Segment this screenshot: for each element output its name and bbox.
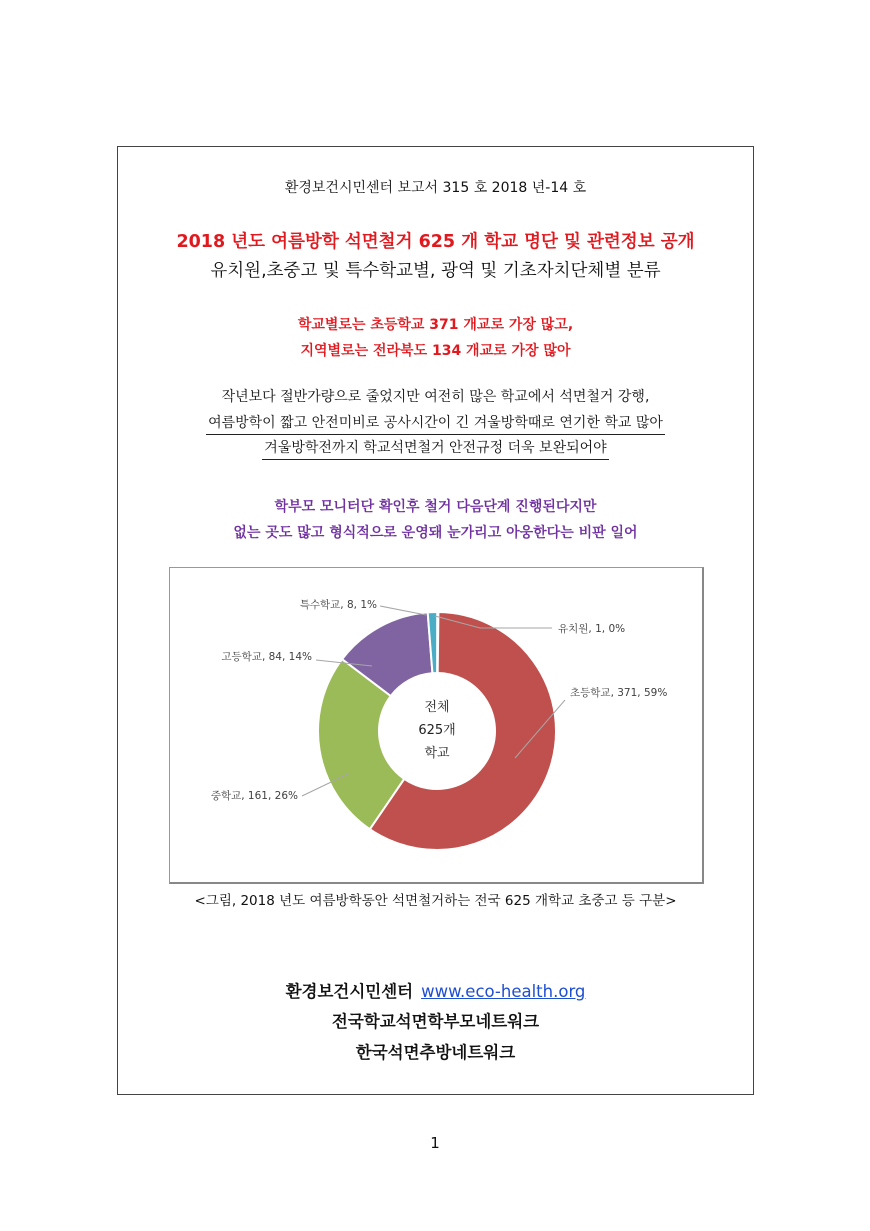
center-label-0: 전체	[424, 700, 450, 715]
body-line-3: 겨울방학전까지 학교석면철거 안전규정 더욱 보완되어야	[262, 437, 608, 460]
leader-line-4	[380, 606, 426, 615]
body-line-2: 여름방학이 짧고 안전미비로 공사시간이 긴 겨울방학때로 연기한 학교 많아	[206, 412, 665, 435]
highlight-red-line-1: 학교별로는 초등학교 371 개교로 가장 많고,	[297, 317, 574, 333]
subtitle: 유치원,초중고 및 특수학교별, 광역 및 기초자치단체별 분류	[210, 261, 661, 281]
highlight-purple-line-2: 없는 곳도 많고 형식적으로 운영돼 눈가리고 아웅한다는 비판 일어	[233, 525, 638, 541]
body-line-2-wrap	[117, 412, 754, 435]
org-name-1: 환경보건시민센터	[285, 982, 414, 1001]
slice-label-2: 중학교, 161, 26%	[210, 790, 298, 802]
report-number: 환경보건시민센터 보고서 315 호 2018 년-14 호	[284, 180, 587, 196]
donut-chart	[169, 567, 704, 884]
donut-chart-svg	[170, 568, 705, 885]
slice-label-0: 유치원, 1, 0%	[558, 623, 626, 635]
website-link[interactable]: www.eco-health.org	[421, 982, 586, 1001]
org-name-2: 전국학교석면학부모네트워크	[331, 1012, 540, 1031]
org-name-3: 한국석면추방네트워크	[355, 1043, 516, 1062]
slice-label-3: 고등학교, 84, 14%	[221, 651, 312, 663]
org-line-1	[117, 978, 754, 1002]
highlight-red-line-2: 지역별로는 전라북도 134 개교로 가장 많아	[300, 343, 571, 359]
slice-label-4: 특수학교, 8, 1%	[299, 599, 377, 611]
page-number: 1	[430, 1134, 440, 1152]
figure-caption: <그림, 2018 년도 여름방학동안 석면철거하는 전국 625 개학교 초중고 등 구분>	[194, 893, 677, 909]
center-label-2: 학교	[424, 746, 450, 761]
body-line-1: 작년보다 절반가량으로 줄었지만 여전히 많은 학교에서 석면철거 강행,	[221, 389, 650, 405]
highlight-purple-line-1: 학부모 모니터단 확인후 철거 다음단계 진행된다지만	[274, 499, 597, 515]
main-title: 2018 년도 여름방학 석면철거 625 개 학교 명단 및 관련정보 공개	[176, 232, 695, 252]
body-line-3-wrap	[117, 437, 754, 460]
center-label-1: 625개	[418, 723, 456, 738]
slice-label-1: 초등학교, 371, 59%	[570, 687, 668, 699]
